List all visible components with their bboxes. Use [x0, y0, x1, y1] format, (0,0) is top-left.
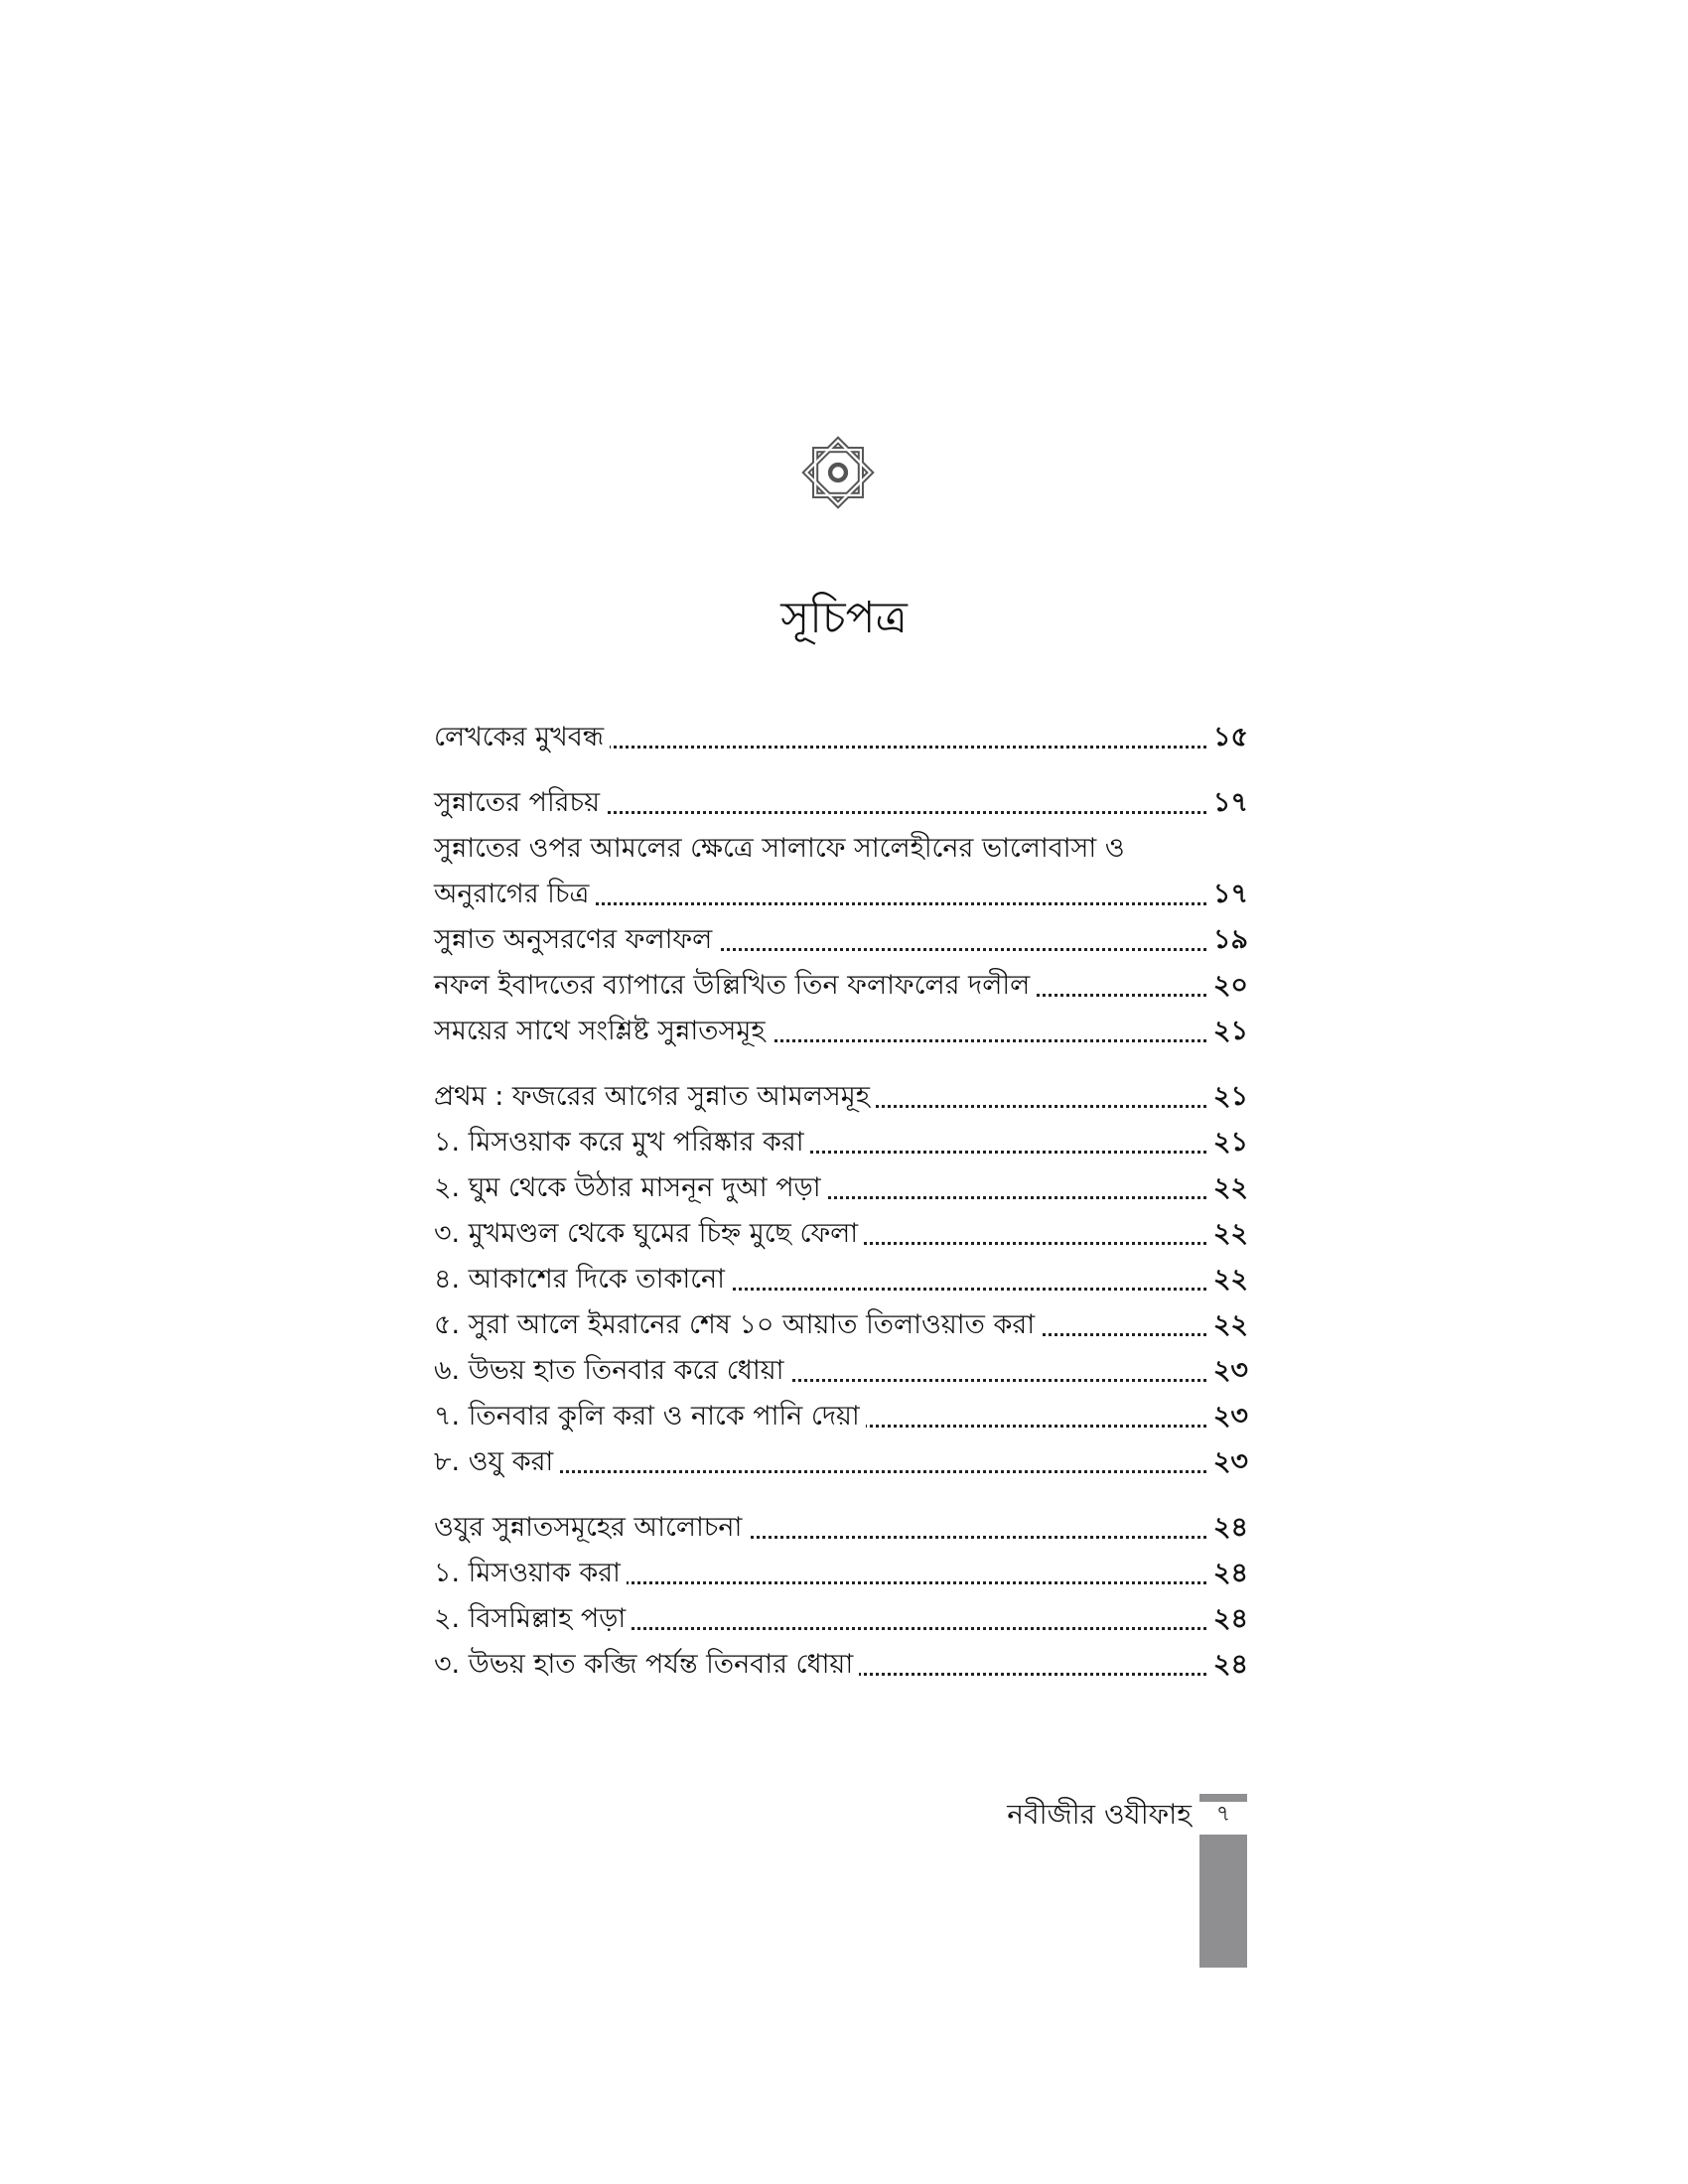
toc-entry-title: সুন্নাত অনুসরণের ফলাফল — [434, 917, 718, 963]
toc-entry-page: ১৯ — [1207, 917, 1248, 963]
toc-entry — [434, 1074, 1248, 1120]
toc-entry-page: ২৪ — [1207, 1596, 1248, 1642]
toc-entry-page: ২৪ — [1207, 1642, 1248, 1688]
toc-entry-page: ২৩ — [1207, 1394, 1248, 1439]
toc-entry-title: অনুরাগের চিত্র — [434, 872, 595, 917]
toc-entry — [434, 715, 1248, 760]
toc-entry — [434, 1551, 1248, 1596]
toc-entry-page: ১৫ — [1207, 715, 1248, 760]
toc-entry-page: ১৭ — [1207, 780, 1248, 826]
toc-entry-title: সুন্নাতের ওপর আমলের ক্ষেত্রে সালাফে সালেহীনের ভালোবাসা ও — [434, 826, 1131, 872]
toc-entry — [434, 917, 1248, 963]
toc-entry — [434, 1165, 1248, 1211]
toc-entry-title: সময়ের সাথে সংশ্লিষ্ট সুন্নাতসমূহ — [434, 1009, 772, 1054]
toc-entry — [434, 1302, 1248, 1348]
toc-entry-page: ২১ — [1207, 1120, 1248, 1165]
toc-entry-page: ২৪ — [1207, 1551, 1248, 1596]
toc-entry-page: ২২ — [1207, 1165, 1248, 1211]
toc-entry-page: ২৩ — [1207, 1439, 1248, 1485]
toc-entry-title: ৪. আকাশের দিকে তাকানো — [434, 1257, 731, 1302]
toc-entry-title: প্রথম : ফজরের আগের সুন্নাত আমলসমূহ — [434, 1074, 876, 1120]
toc-entry-title: ৬. উভয় হাত তিনবার করে ধোয়া — [434, 1348, 789, 1394]
page-edge-tab — [1199, 1835, 1247, 1968]
toc-entry-page: ২২ — [1207, 1211, 1248, 1257]
page-title: সূচিপত্র — [780, 593, 908, 643]
toc-entry-title: সুন্নাতের পরিচয় — [434, 780, 606, 826]
toc-entry — [434, 1257, 1248, 1302]
toc-entry-title: ৮. ওযু করা — [434, 1439, 559, 1485]
toc-entry-title: ১. মিসওয়াক করে মুখ পরিষ্কার করা — [434, 1120, 810, 1165]
toc-entry — [434, 1505, 1248, 1551]
rosette-ornament-icon — [794, 429, 882, 516]
toc-entry-title: ২. বিসমিল্লাহ পড়া — [434, 1596, 632, 1642]
toc-entry-title: ৩. মুখমণ্ডল থেকে ঘুমের চিহ্ন মুছে ফেলা — [434, 1211, 864, 1257]
toc-entry-title: ওযুর সুন্নাতসমূহের আলোচনা — [434, 1505, 748, 1551]
toc-entry — [434, 1439, 1248, 1485]
toc-entry — [434, 780, 1248, 826]
table-of-contents — [434, 715, 1248, 1688]
running-footer-title: নবীজীর ওযীফাহ — [1007, 1798, 1192, 1831]
toc-entry — [434, 1348, 1248, 1394]
toc-entry-page: ২১ — [1207, 1009, 1248, 1054]
toc-entry — [434, 826, 1248, 872]
toc-entry-page: ২৩ — [1207, 1348, 1248, 1394]
toc-entry-page: ২২ — [1207, 1257, 1248, 1302]
toc-entry-title: ৭. তিনবার কুলি করা ও নাকে পানি দেয়া — [434, 1394, 866, 1439]
toc-entry-page: ২২ — [1207, 1302, 1248, 1348]
toc-entry-page: ১৭ — [1207, 872, 1248, 917]
toc-entry-title: ৫. সুরা আলে ইমরানের শেষ ১০ আয়াত তিলাওয়াত করা — [434, 1302, 1041, 1348]
toc-entry — [434, 1009, 1248, 1054]
toc-entry — [434, 1211, 1248, 1257]
toc-entry-title: ১. মিসওয়াক করা — [434, 1551, 627, 1596]
toc-entry — [434, 1120, 1248, 1165]
toc-entry — [434, 872, 1248, 917]
toc-entry — [434, 1642, 1248, 1688]
toc-entry-title: ২. ঘুম থেকে উঠার মাসনূন দুআ পড়া — [434, 1165, 827, 1211]
toc-entry — [434, 1394, 1248, 1439]
toc-entry — [434, 963, 1248, 1009]
toc-entry-title: ৩. উভয় হাত কব্জি পর্যন্ত তিনবার ধোয়া — [434, 1642, 859, 1688]
toc-entry-page: ২০ — [1207, 963, 1248, 1009]
toc-entry-title: নফল ইবাদতের ব্যাপারে উল্লিখিত তিন ফলাফলের দলীল — [434, 963, 1036, 1009]
toc-entry-page: ২৪ — [1207, 1505, 1248, 1551]
toc-entry-title: লেখকের মুখবন্ধ — [434, 715, 610, 760]
toc-entry-page: ২১ — [1207, 1074, 1248, 1120]
page-number: ৭ — [1215, 1802, 1231, 1827]
toc-entry — [434, 1596, 1248, 1642]
